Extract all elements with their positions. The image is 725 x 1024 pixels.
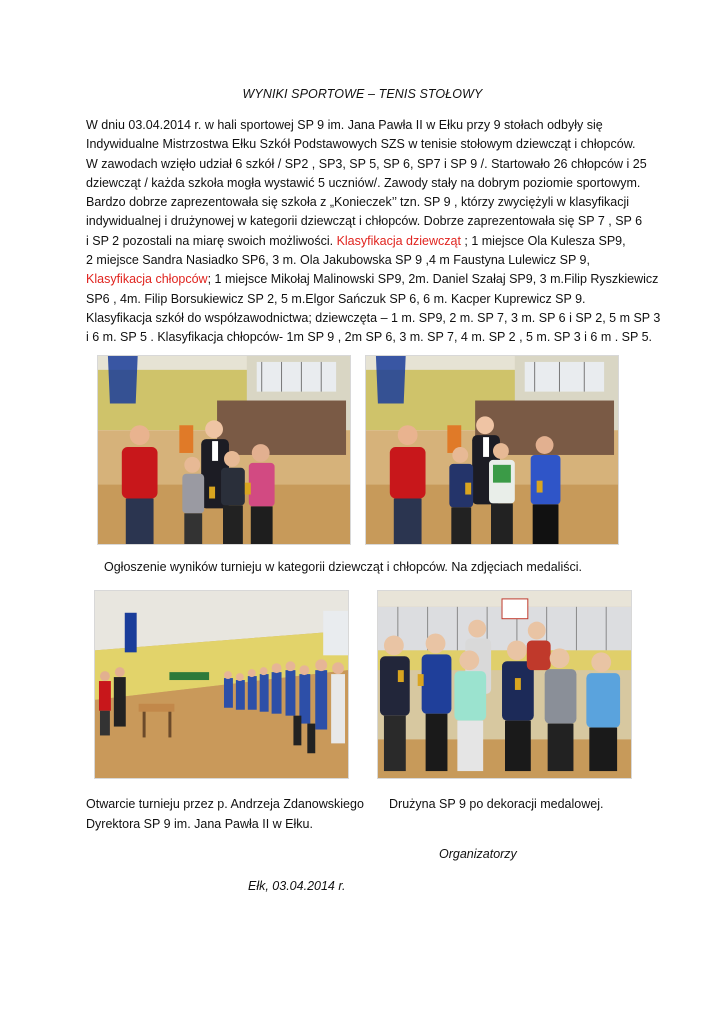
signature-organizers: Organizatorzy [439, 847, 517, 861]
paragraph-line [86, 309, 661, 328]
paragraph-text: 2 miejsce Sandra Nasiadko SP6, 3 m. Ola Jakubowska SP 9 ,4 m Faustyna Lulewicz SP 9, [86, 253, 590, 268]
paragraph-text: dziewcząt / każda szkoła mogła wystawić 5 uczniów/. Zawody stały na dobrym poziomie sportowym. [86, 175, 641, 190]
paragraph-text: Bardzo dobrze zaprezentowała się szkoła z „Konieczek’’ tzn. SP 9 , którzy zwyciężyli w klasyfikacji [86, 195, 630, 210]
paragraph-line [86, 155, 646, 174]
document-title: WYNIKI SPORTOWE – TENIS STOŁOWY [242, 87, 483, 101]
photo-girls-medalists [97, 355, 351, 545]
classification-heading: Klasyfikacja chłopców [86, 272, 208, 287]
paragraph-line [86, 232, 646, 251]
paragraph-text: SP6 , 4m. Filip Borsukiewicz SP 2, 5 m.Elgor Sańczuk SP 6, 6 m. Kacper Kuprewicz SP 9. [86, 291, 586, 306]
place-date: Ełk, 03.04.2014 r. [248, 879, 346, 893]
paragraph-line [86, 135, 646, 154]
paragraph-line [86, 212, 646, 231]
classification-heading: Klasyfikacja dziewcząt [336, 233, 461, 248]
paragraph-text: W zawodach wzięło udział 6 szkół / SP2 , SP3, SP 5, SP 6, SP7 i SP 9 /. Startowało 26 chłopców i 25 [86, 156, 647, 171]
photo-boys-medalists [365, 355, 619, 545]
paragraph-line [86, 328, 652, 347]
paragraph-text: ; 1 miejsce Mikołaj Malinowski SP9, 2m. Daniel Szałaj SP9, 3 m.Filip Ryszkiewicz [207, 272, 659, 287]
paragraph-text: i 6 m. SP 5 . Klasyfikacja chłopców- 1m SP 9 , 2m SP 6, 3 m. SP 7, 4 m. SP 2 , 5 m. SP 3 i 6 m . SP 5. [86, 330, 652, 345]
paragraph-text: Indywidualne Mistrzostwa Ełku Szkół Podstawowych SZS w tenisie stołowym dziewcząt i chłopców. [86, 137, 636, 152]
paragraph-text: i SP 2 pozostali na miarę swoich możliwości. [86, 233, 337, 248]
paragraph-text: W dniu 03.04.2014 r. w hali sportowej SP 9 im. Jana Pawła II w Ełku przy 9 stołach odbyły się [86, 118, 603, 132]
paragraph-line [86, 174, 646, 193]
paragraph-line [86, 270, 659, 289]
caption-medalists: Ogłoszenie wyników turnieju w kategorii dziewcząt i chłopców. Na zdjęciach medaliści. [104, 560, 582, 574]
report-paragraph [86, 116, 661, 348]
paragraph-text: ; 1 miejsce Ola Kulesza SP9, [460, 233, 626, 248]
paragraph-line [86, 251, 646, 270]
paragraph-line [86, 290, 646, 309]
photo-team-sp9 [377, 590, 632, 779]
paragraph-line [86, 193, 646, 212]
caption-opening-line2: Dyrektora SP 9 im. Jana Pawła II w Ełku. [86, 817, 313, 831]
caption-team: Drużyna SP 9 po dekoracji medalowej. [389, 797, 604, 811]
paragraph-text: Klasyfikacja szkół do współzawodnictwa; dziewczęta – 1 m. SP9, 2 m. SP 7, 3 m. SP 6 i SP 2, 5 m SP 3 [86, 310, 661, 325]
paragraph-text: indywidualnej i drużynowej w kategorii dziewcząt i chłopców. Dobrze zaprezentowała się SP 7 , SP 6 [86, 214, 643, 229]
photo-tournament-opening [94, 590, 349, 779]
caption-opening-line1: Otwarcie turnieju przez p. Andrzeja Zdanowskiego [86, 797, 364, 811]
paragraph-line [86, 116, 646, 135]
